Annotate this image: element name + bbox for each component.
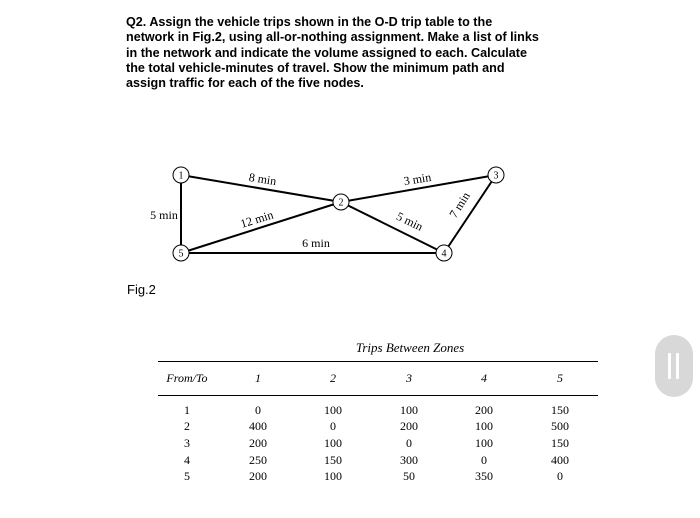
table-cell: 100 — [475, 419, 493, 433]
table-row-label: 2 — [184, 419, 190, 433]
column-header: 1 — [255, 371, 261, 385]
link-3-4-time: 7 min — [446, 189, 473, 221]
node-3-label: 3 — [493, 170, 499, 182]
link-2-4-time: 5 min — [394, 209, 426, 234]
link-1-5-time: 5 min — [150, 208, 178, 222]
table-cell: 400 — [249, 419, 267, 433]
node-4 — [436, 245, 452, 261]
table-cell: 250 — [249, 453, 267, 467]
table-cell: 300 — [400, 453, 418, 467]
table-row-label: 5 — [184, 469, 190, 483]
table-cell: 200 — [400, 419, 418, 433]
table-cell: 350 — [475, 469, 493, 483]
table-cell: 400 — [551, 453, 569, 467]
column-header: 2 — [330, 371, 336, 385]
table-cell: 150 — [551, 436, 569, 450]
table-cell: 0 — [406, 436, 412, 450]
side-drag-handle[interactable] — [655, 335, 693, 397]
table-title: Trips Between Zones — [355, 340, 465, 355]
table-cell: 0 — [330, 419, 336, 433]
table-cell: 0 — [481, 453, 487, 467]
table-header-rule — [158, 395, 598, 396]
question-line: Q2. Assign the vehicle trips shown in the O-D trip table to the — [126, 15, 493, 29]
table-cell: 0 — [557, 469, 563, 483]
node-2 — [333, 194, 349, 210]
figure-label: Fig.2 — [127, 282, 156, 297]
node-3 — [488, 167, 504, 183]
node-5-label: 5 — [178, 248, 184, 260]
table-cell: 200 — [249, 436, 267, 450]
table-cell: 100 — [324, 436, 342, 450]
table-cell: 100 — [324, 469, 342, 483]
table-cell: 0 — [255, 403, 261, 417]
link-1-2-time: 8 min — [247, 169, 278, 189]
table-row-label: 4 — [184, 453, 190, 467]
link-2-4 — [341, 202, 444, 253]
table-cell: 200 — [475, 403, 493, 417]
column-header: 3 — [406, 371, 412, 385]
table-row-label: 3 — [184, 436, 190, 450]
table-row-label: 1 — [184, 403, 190, 417]
corner-header: From/To — [166, 371, 208, 385]
node-5 — [173, 245, 189, 261]
table-cell: 100 — [475, 436, 493, 450]
node-1 — [173, 167, 189, 183]
node-2-label: 2 — [338, 197, 344, 209]
table-cell: 100 — [324, 403, 342, 417]
node-1-label: 1 — [178, 170, 184, 182]
grip-bar-icon — [668, 353, 671, 379]
table-top-rule — [158, 361, 598, 362]
question-line: the total vehicle-minutes of travel. Show the minimum path and — [126, 60, 505, 75]
question-line: in the network and indicate the volume assigned to each. Calculate — [126, 45, 527, 60]
link-5-2-time: 12 min — [238, 207, 275, 231]
link-5-4-time: 6 min — [302, 236, 330, 250]
table-cell: 100 — [400, 403, 418, 417]
table-cell: 200 — [249, 469, 267, 483]
question-line: network in Fig.2, using all-or-nothing assignment. Make a list of links — [126, 30, 539, 45]
table-cell: 500 — [551, 419, 569, 433]
question-line: assign traffic for each of the five nodes. — [126, 76, 364, 91]
grip-bar-icon — [676, 353, 679, 379]
table-cell: 150 — [324, 453, 342, 467]
node-4-label: 4 — [441, 248, 447, 260]
table-cell: 150 — [551, 403, 569, 417]
table-cell: 50 — [403, 469, 415, 483]
column-header: 4 — [481, 371, 487, 385]
column-header: 5 — [557, 371, 563, 385]
link-2-3-time: 3 min — [402, 169, 433, 189]
